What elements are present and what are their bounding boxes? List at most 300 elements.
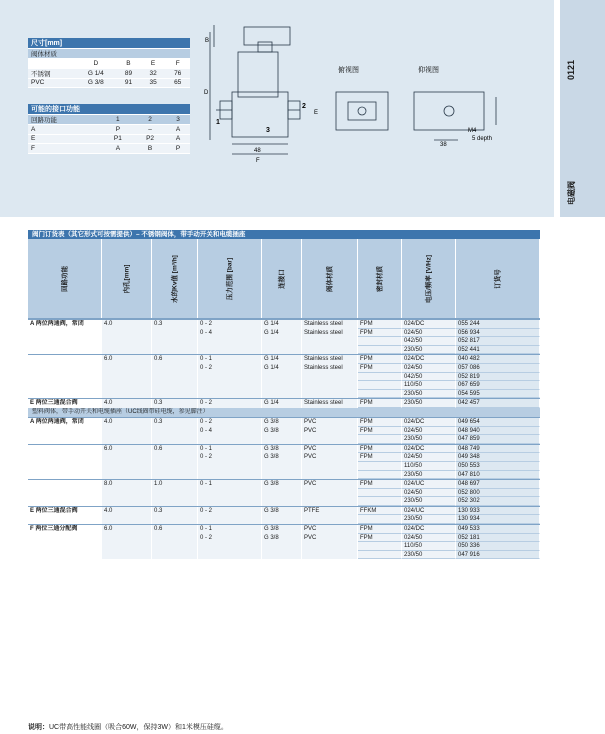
order-cell: Stainless steel: [302, 329, 358, 338]
order-cell: [358, 435, 402, 444]
order-row: [28, 462, 540, 471]
order-row: [28, 507, 540, 516]
order-cell: 054 595: [456, 390, 540, 399]
order-cell: 230/50: [402, 435, 456, 444]
order-cell: [28, 427, 102, 436]
order-header-label: 连接口: [278, 268, 285, 289]
order-cell: [302, 542, 358, 551]
order-cell: 0 - 2: [198, 364, 262, 373]
order-cell: [102, 462, 152, 471]
order-header-label: 内孔[mm]: [123, 264, 130, 293]
spec-column-header: E: [141, 59, 166, 69]
order-cell: [302, 346, 358, 355]
order-cell: [28, 453, 102, 462]
plastic-section: [28, 417, 540, 560]
order-cell: [152, 497, 198, 506]
order-cell: G 3/8: [262, 418, 302, 427]
order-group: [28, 479, 540, 506]
spec-cell: F: [28, 144, 102, 154]
order-table: [28, 230, 540, 559]
bottom-view-label: 仰视图: [418, 67, 439, 74]
order-cell: [302, 551, 358, 560]
order-cell: [102, 346, 152, 355]
dim-48-label: 48: [254, 148, 261, 154]
order-header-cell: [152, 239, 198, 318]
order-cell: 110/50: [402, 381, 456, 390]
order-cell: [152, 381, 198, 390]
spec-cell: A: [28, 125, 102, 135]
order-cell: [28, 551, 102, 560]
order-cell: 042/50: [402, 337, 456, 346]
order-cell: G 1/4: [262, 355, 302, 364]
order-cell: [198, 435, 262, 444]
order-cell: [198, 542, 262, 551]
order-cell: [358, 471, 402, 480]
order-cell: [302, 390, 358, 399]
order-cell: 024/UC: [402, 480, 456, 489]
order-cell: [102, 381, 152, 390]
order-row: [28, 435, 540, 444]
order-cell: [152, 551, 198, 560]
order-cell: [262, 346, 302, 355]
spec-cell: 35: [141, 78, 166, 88]
order-cell: 052 819: [456, 373, 540, 382]
order-cell: 052 181: [456, 534, 540, 543]
order-row: [28, 364, 540, 373]
order-cell: 0 - 1: [198, 355, 262, 364]
order-cell: 130 933: [456, 507, 540, 516]
order-cell: [198, 489, 262, 498]
order-cell: 052 817: [456, 337, 540, 346]
order-cell: Stainless steel: [302, 364, 358, 373]
order-cell: FPM: [358, 445, 402, 454]
spec-subtitle-row: [28, 49, 190, 59]
order-cell: [102, 471, 152, 480]
order-cell: 230/50: [402, 551, 456, 560]
order-cell: [358, 515, 402, 524]
order-cell: [152, 427, 198, 436]
order-cell: [102, 453, 152, 462]
order-cell: [198, 346, 262, 355]
spec-cell: P1: [102, 134, 134, 144]
spec-column-header: [28, 59, 75, 69]
order-cell: 0.3: [152, 320, 198, 329]
order-cell: 024/DC: [402, 320, 456, 329]
order-group: [28, 354, 540, 398]
spec-column-header: 回路功能: [28, 115, 102, 125]
order-cell: 024/50: [402, 329, 456, 338]
order-cell: 6.0: [102, 445, 152, 454]
order-cell: 0 - 2: [198, 399, 262, 408]
order-cell: Stainless steel: [302, 355, 358, 364]
order-cell: [102, 489, 152, 498]
order-cell: [152, 515, 198, 524]
order-cell: 040 482: [456, 355, 540, 364]
order-cell: [152, 462, 198, 471]
order-header-cell: [456, 239, 540, 318]
order-row: [28, 534, 540, 543]
order-cell: 024/DC: [402, 445, 456, 454]
order-cell: 110/50: [402, 542, 456, 551]
order-cell: PVC: [302, 480, 358, 489]
order-row: [28, 497, 540, 506]
order-cell: 048 697: [456, 480, 540, 489]
spec-subtitle: 阀体材质: [28, 49, 190, 59]
spec-column-header: 3: [166, 115, 190, 125]
dimensions-table: [28, 38, 190, 88]
order-cell: [358, 337, 402, 346]
order-cell: [152, 534, 198, 543]
order-cell: [358, 462, 402, 471]
order-row: [28, 329, 540, 338]
order-cell: 0 - 2: [198, 507, 262, 516]
order-cell: FPM: [358, 399, 402, 408]
order-cell: [198, 471, 262, 480]
order-cell: [28, 497, 102, 506]
order-cell: [302, 471, 358, 480]
spec-cell: 76: [165, 68, 190, 78]
spec-row: [28, 144, 190, 154]
order-cell: [198, 337, 262, 346]
order-cell: G 1/4: [262, 364, 302, 373]
order-cell: G 3/8: [262, 445, 302, 454]
order-cell: 1.0: [152, 480, 198, 489]
footnote: [28, 722, 228, 732]
order-cell: 052 302: [456, 497, 540, 506]
order-group: [28, 444, 540, 479]
spec-row: [28, 134, 190, 144]
order-cell: PVC: [302, 418, 358, 427]
spec-row: [28, 78, 190, 88]
dim-38-label: 38: [440, 142, 447, 148]
order-cell: G 1/4: [262, 329, 302, 338]
dim-e-label: E: [314, 110, 319, 116]
order-cell: 024/50: [402, 534, 456, 543]
order-cell: [152, 329, 198, 338]
order-cell: 055 244: [456, 320, 540, 329]
order-cell: 230/50: [402, 346, 456, 355]
order-cell: FPM: [358, 427, 402, 436]
order-header-cell: [358, 239, 402, 318]
order-cell: [152, 542, 198, 551]
order-cell: G 3/8: [262, 453, 302, 462]
order-row: [28, 418, 540, 427]
plastic-section-title: 塑料阀体，带手动开关和电缆插座（UC线圈带硅电缆，参见脚注）: [28, 408, 540, 417]
order-cell: 0 - 1: [198, 445, 262, 454]
spec-title: 可能的接口功能: [28, 104, 190, 115]
order-cell: 230/50: [402, 390, 456, 399]
spec-row: [28, 68, 190, 78]
order-cell: 0 - 2: [198, 418, 262, 427]
order-cell: [102, 329, 152, 338]
valve-drawing: [196, 22, 546, 162]
order-header: [28, 239, 540, 319]
order-cell: 6.0: [102, 525, 152, 534]
order-cell: FPM: [358, 355, 402, 364]
order-cell: [28, 489, 102, 498]
order-cell: [198, 373, 262, 382]
spec-column-header: 1: [102, 115, 134, 125]
order-cell: PVC: [302, 525, 358, 534]
order-cell: [302, 337, 358, 346]
order-row: [28, 471, 540, 480]
order-cell: 0.3: [152, 399, 198, 408]
order-cell: 024/UC: [402, 507, 456, 516]
order-cell: PVC: [302, 534, 358, 543]
spec-cell: A: [166, 125, 190, 135]
footnote-label: 说明：: [28, 724, 49, 731]
order-cell: 230/50: [402, 399, 456, 408]
order-cell: [262, 462, 302, 471]
spec-cell: G 1/4: [75, 68, 116, 78]
order-header-cell: [28, 239, 102, 318]
spec-cell: 32: [141, 68, 166, 78]
order-cell: [198, 462, 262, 471]
order-cell: 230/50: [402, 497, 456, 506]
order-cell: [302, 373, 358, 382]
order-cell: 110/50: [402, 462, 456, 471]
order-cell: [28, 390, 102, 399]
order-cell: [358, 346, 402, 355]
order-header-label: 压力范围 [bar]: [226, 257, 233, 300]
order-cell: G 3/8: [262, 534, 302, 543]
order-cell: [28, 480, 102, 489]
spec-cell: –: [134, 125, 166, 135]
spec-column-row: [28, 59, 190, 69]
order-cell: 042 457: [456, 399, 540, 408]
order-cell: 049 348: [456, 453, 540, 462]
order-cell: 042/50: [402, 373, 456, 382]
order-cell: 048 940: [456, 427, 540, 436]
stainless-section: [28, 319, 540, 408]
order-cell: [198, 515, 262, 524]
order-cell: [262, 390, 302, 399]
order-cell: 0 - 4: [198, 427, 262, 436]
order-group: [28, 524, 540, 559]
order-row: [28, 337, 540, 346]
order-header-cell: [402, 239, 456, 318]
port-functions-table: [28, 104, 190, 154]
order-cell: [28, 364, 102, 373]
depth-label: 5 depth: [472, 136, 493, 142]
order-cell: 4.0: [102, 320, 152, 329]
spec-cell: PVC: [28, 78, 75, 88]
order-cell: [28, 435, 102, 444]
order-cell: 230/50: [402, 515, 456, 524]
order-cell: 4.0: [102, 507, 152, 516]
order-row: [28, 373, 540, 382]
order-row: [28, 445, 540, 454]
order-cell: 047 859: [456, 435, 540, 444]
port-1-label: 1: [216, 119, 220, 126]
order-cell: [152, 435, 198, 444]
order-cell: [358, 489, 402, 498]
order-cell: FPM: [358, 480, 402, 489]
order-cell: [262, 551, 302, 560]
order-cell: [302, 462, 358, 471]
order-cell: PVC: [302, 427, 358, 436]
order-cell: [302, 497, 358, 506]
order-cell: [28, 381, 102, 390]
order-cell: E 两位三通混合阀: [28, 507, 102, 516]
dim-d-label: D: [204, 90, 209, 96]
order-cell: [302, 381, 358, 390]
order-group: [28, 506, 540, 524]
order-cell: A 两位两通阀，常闭: [28, 418, 102, 427]
spec-cell: P: [102, 125, 134, 135]
spec-row: [28, 125, 190, 135]
order-cell: 048 749: [456, 445, 540, 454]
order-row: [28, 390, 540, 399]
order-header-label: 回路功能: [61, 265, 68, 292]
order-cell: 130 934: [456, 515, 540, 524]
order-header-cell: [102, 239, 152, 318]
order-cell: 057 086: [456, 364, 540, 373]
order-cell: [28, 534, 102, 543]
order-cell: [262, 542, 302, 551]
order-cell: 056 934: [456, 329, 540, 338]
dim-f-label: F: [256, 158, 260, 162]
order-cell: [102, 551, 152, 560]
order-cell: 0.6: [152, 355, 198, 364]
order-cell: G 3/8: [262, 525, 302, 534]
order-cell: [198, 551, 262, 560]
order-cell: 0.6: [152, 445, 198, 454]
spec-cell: P: [166, 144, 190, 154]
order-cell: [28, 462, 102, 471]
order-row: [28, 525, 540, 534]
order-cell: [28, 355, 102, 364]
order-cell: [302, 489, 358, 498]
spec-cell: B: [134, 144, 166, 154]
order-cell: 049 654: [456, 418, 540, 427]
order-cell: [302, 515, 358, 524]
order-cell: [262, 489, 302, 498]
order-cell: G 3/8: [262, 507, 302, 516]
order-cell: [358, 390, 402, 399]
order-cell: [28, 515, 102, 524]
order-cell: [102, 390, 152, 399]
spec-title-row: [28, 104, 190, 115]
order-cell: 050 553: [456, 462, 540, 471]
order-cell: FPM: [358, 453, 402, 462]
order-cell: [262, 435, 302, 444]
order-cell: 047 810: [456, 471, 540, 480]
order-title: 阀门订货表（其它形式可按需提供）– 不锈钢阀体，带手动开关和电缆插座: [28, 230, 540, 239]
order-row: [28, 489, 540, 498]
order-row: [28, 453, 540, 462]
order-group: [28, 398, 540, 408]
order-cell: 024/50: [402, 489, 456, 498]
order-cell: [152, 390, 198, 399]
spec-cell: 65: [165, 78, 190, 88]
order-cell: [102, 364, 152, 373]
order-cell: [102, 373, 152, 382]
order-header-label: 水的Kv值 [m³/h]: [171, 254, 178, 303]
order-cell: 024/50: [402, 364, 456, 373]
order-cell: 6.0: [102, 355, 152, 364]
order-cell: FPM: [358, 320, 402, 329]
order-cell: [262, 373, 302, 382]
order-cell: [358, 373, 402, 382]
order-cell: 0 - 1: [198, 525, 262, 534]
spec-cell: 91: [116, 78, 141, 88]
order-cell: [152, 364, 198, 373]
order-cell: [28, 373, 102, 382]
order-cell: [102, 337, 152, 346]
order-row: [28, 480, 540, 489]
top-view-label: 俯视图: [338, 67, 359, 74]
order-cell: 4.0: [102, 399, 152, 408]
section-code: 0121: [566, 59, 576, 80]
order-cell: [262, 471, 302, 480]
order-header-cell: [262, 239, 302, 318]
order-cell: [102, 435, 152, 444]
order-cell: [102, 534, 152, 543]
order-row: [28, 399, 540, 408]
spec-cell: G 3/8: [75, 78, 116, 88]
order-cell: G 1/4: [262, 399, 302, 408]
order-cell: FPM: [358, 418, 402, 427]
spec-column-header: F: [165, 59, 190, 69]
order-header-label: 订货号: [494, 268, 501, 289]
order-cell: [102, 515, 152, 524]
order-cell: 0 - 2: [198, 320, 262, 329]
order-cell: 0 - 2: [198, 453, 262, 462]
order-row: [28, 355, 540, 364]
spec-cell: 不锈钢: [28, 68, 75, 78]
order-cell: [28, 346, 102, 355]
order-cell: 230/50: [402, 471, 456, 480]
order-cell: G 3/8: [262, 480, 302, 489]
order-cell: 024/DC: [402, 355, 456, 364]
spec-column-row: [28, 115, 190, 125]
spec-title: 尺寸[mm]: [28, 38, 190, 49]
order-group: [28, 319, 540, 354]
order-row: [28, 515, 540, 524]
order-header-cell: [198, 239, 262, 318]
order-cell: A 两位两通阀，常闭: [28, 320, 102, 329]
order-group: [28, 417, 540, 444]
spec-cell: A: [166, 134, 190, 144]
order-cell: [262, 515, 302, 524]
order-cell: 0 - 1: [198, 480, 262, 489]
order-cell: [262, 337, 302, 346]
order-cell: [102, 542, 152, 551]
order-cell: [152, 453, 198, 462]
order-cell: [28, 542, 102, 551]
order-cell: 0.3: [152, 418, 198, 427]
order-row: [28, 381, 540, 390]
order-cell: 024/DC: [402, 418, 456, 427]
order-cell: E 两位三通混合阀: [28, 399, 102, 408]
order-row: [28, 551, 540, 560]
order-cell: FPM: [358, 534, 402, 543]
order-cell: [28, 329, 102, 338]
order-cell: G 3/8: [262, 427, 302, 436]
order-cell: 0 - 2: [198, 534, 262, 543]
order-cell: [358, 551, 402, 560]
order-cell: [358, 497, 402, 506]
order-cell: FPM: [358, 525, 402, 534]
spec-column-header: 2: [134, 115, 166, 125]
order-row: [28, 346, 540, 355]
order-cell: [152, 489, 198, 498]
order-cell: [358, 542, 402, 551]
port-3-label: 3: [266, 127, 270, 134]
order-header-label: 密封材质: [376, 265, 383, 292]
order-cell: 049 533: [456, 525, 540, 534]
